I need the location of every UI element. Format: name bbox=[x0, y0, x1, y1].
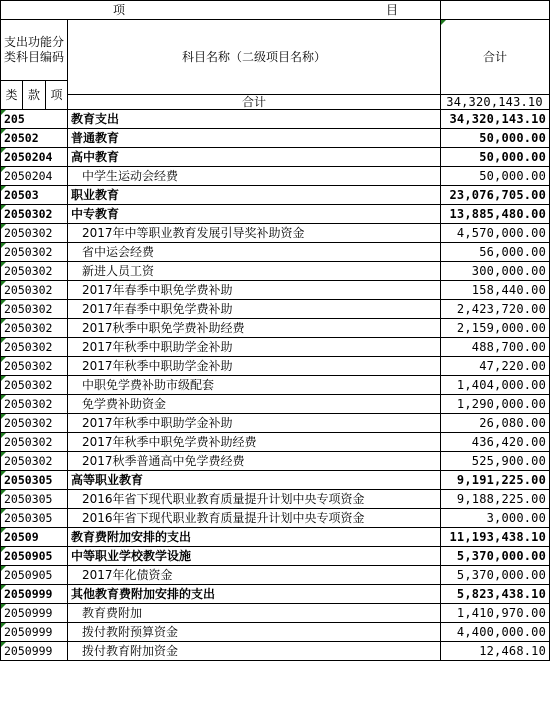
row-code: 2050302 bbox=[1, 357, 68, 376]
row-value: 47,220.00 bbox=[441, 357, 550, 376]
row-name: 拨付教育附加资金 bbox=[68, 642, 441, 661]
row-code: 2050999 bbox=[1, 585, 68, 604]
row-name: 2017年秋季中职助学金补助 bbox=[68, 414, 441, 433]
row-name: 2017年中等职业教育发展引导奖补助资金 bbox=[68, 224, 441, 243]
row-value: 56,000.00 bbox=[441, 243, 550, 262]
row-value: 50,000.00 bbox=[441, 167, 550, 186]
row-value: 9,188,225.00 bbox=[441, 490, 550, 509]
row-name: 中职免学费补助市级配套 bbox=[68, 376, 441, 395]
table-row bbox=[1, 395, 550, 414]
row-name: 中等职业学校教学设施 bbox=[68, 547, 441, 566]
table-row bbox=[1, 452, 550, 471]
row-name: 2017年秋季中职助学金补助 bbox=[68, 338, 441, 357]
row-name: 2017年春季中职免学费补助 bbox=[68, 300, 441, 319]
subject-name-label: 科目名称（二级项目名称） bbox=[182, 50, 327, 64]
kuan-header bbox=[23, 81, 46, 110]
row-value: 50,000.00 bbox=[441, 148, 550, 167]
table-row bbox=[1, 471, 550, 490]
table-row bbox=[1, 262, 550, 281]
table-row bbox=[1, 167, 550, 186]
lei-header bbox=[1, 81, 23, 110]
row-value: 9,191,225.00 bbox=[441, 471, 550, 490]
kuan-label: 款 bbox=[27, 88, 40, 102]
row-value: 50,000.00 bbox=[441, 129, 550, 148]
row-name: 其他教育费附加安排的支出 bbox=[68, 585, 441, 604]
table-row bbox=[1, 224, 550, 243]
xiang-label: 项 bbox=[50, 88, 63, 102]
row-value: 488,700.00 bbox=[441, 338, 550, 357]
row-name: 2017年秋季中职助学金补助 bbox=[68, 357, 441, 376]
header-row-main bbox=[1, 20, 550, 81]
row-code: 2050302 bbox=[1, 224, 68, 243]
row-name: 教育费附加安排的支出 bbox=[68, 528, 441, 547]
row-name: 2017秋季中职免学费补助经费 bbox=[68, 319, 441, 338]
row-name: 免学费补助资金 bbox=[68, 395, 441, 414]
row-name: 职业教育 bbox=[68, 186, 441, 205]
row-value: 5,370,000.00 bbox=[441, 547, 550, 566]
row-name: 中学生运动会经费 bbox=[68, 167, 441, 186]
row-code: 20502 bbox=[1, 129, 68, 148]
row-name: 中专教育 bbox=[68, 205, 441, 224]
table-row bbox=[1, 338, 550, 357]
row-value: 4,400,000.00 bbox=[441, 623, 550, 642]
row-code: 2050905 bbox=[1, 547, 68, 566]
total-header bbox=[441, 20, 550, 95]
row-code: 205 bbox=[1, 110, 68, 129]
row-code: 2050999 bbox=[1, 623, 68, 642]
row-code: 2050302 bbox=[1, 262, 68, 281]
row-value: 5,370,000.00 bbox=[441, 566, 550, 585]
row-code: 2050305 bbox=[1, 509, 68, 528]
row-code: 20503 bbox=[1, 186, 68, 205]
table-row bbox=[1, 414, 550, 433]
func-code-header bbox=[1, 20, 68, 81]
row-name: 教育费附加 bbox=[68, 604, 441, 623]
table-row bbox=[1, 509, 550, 528]
row-value: 1,290,000.00 bbox=[441, 395, 550, 414]
table-row bbox=[1, 281, 550, 300]
summary-value: 34,320,143.10 bbox=[446, 95, 543, 109]
row-code: 2050204 bbox=[1, 167, 68, 186]
row-name: 拨付教附预算资金 bbox=[68, 623, 441, 642]
table-row bbox=[1, 376, 550, 395]
row-value: 1,404,000.00 bbox=[441, 376, 550, 395]
table-row bbox=[1, 566, 550, 585]
summary-row bbox=[1, 95, 550, 110]
header-row-top bbox=[1, 1, 550, 20]
table-row bbox=[1, 547, 550, 566]
row-value: 3,000.00 bbox=[441, 509, 550, 528]
row-name: 高等职业教育 bbox=[68, 471, 441, 490]
row-value: 2,423,720.00 bbox=[441, 300, 550, 319]
table-row bbox=[1, 357, 550, 376]
row-value: 1,410,970.00 bbox=[441, 604, 550, 623]
xiang-header bbox=[46, 81, 68, 110]
table-row bbox=[1, 319, 550, 338]
row-value: 23,076,705.00 bbox=[441, 186, 550, 205]
row-name: 省中运会经费 bbox=[68, 243, 441, 262]
subject-name-header bbox=[68, 20, 441, 95]
table-row bbox=[1, 623, 550, 642]
row-name: 2017年春季中职免学费补助 bbox=[68, 281, 441, 300]
row-value: 525,900.00 bbox=[441, 452, 550, 471]
table-row bbox=[1, 300, 550, 319]
row-code: 2050305 bbox=[1, 471, 68, 490]
row-code: 2050302 bbox=[1, 319, 68, 338]
row-name: 新进人员工资 bbox=[68, 262, 441, 281]
summary-label: 合计 bbox=[242, 95, 267, 109]
row-name: 教育支出 bbox=[68, 110, 441, 129]
row-name: 2016年省下现代职业教育质量提升计划中央专项资金 bbox=[68, 490, 441, 509]
row-code: 20509 bbox=[1, 528, 68, 547]
table-row bbox=[1, 604, 550, 623]
blank-header-cell bbox=[441, 1, 550, 20]
row-name: 2017年秋季中职免学费补助经费 bbox=[68, 433, 441, 452]
row-code: 2050999 bbox=[1, 604, 68, 623]
row-name: 2017秋季普通高中免学费经费 bbox=[68, 452, 441, 471]
table-row bbox=[1, 110, 550, 129]
row-code: 2050305 bbox=[1, 490, 68, 509]
row-value: 34,320,143.10 bbox=[441, 110, 550, 129]
row-code: 2050302 bbox=[1, 452, 68, 471]
row-code: 2050204 bbox=[1, 148, 68, 167]
row-code: 2050302 bbox=[1, 281, 68, 300]
summary-value-cell bbox=[441, 95, 550, 110]
row-value: 5,823,438.10 bbox=[441, 585, 550, 604]
func-code-label: 支出功能分类科目编码 bbox=[4, 35, 65, 64]
item-header-label: 项 bbox=[113, 3, 126, 17]
table-row bbox=[1, 243, 550, 262]
row-code: 2050999 bbox=[1, 642, 68, 661]
table-row bbox=[1, 148, 550, 167]
table-row bbox=[1, 528, 550, 547]
row-code: 2050302 bbox=[1, 243, 68, 262]
row-code: 2050905 bbox=[1, 566, 68, 585]
row-value: 11,193,438.10 bbox=[441, 528, 550, 547]
table-row bbox=[1, 585, 550, 604]
row-value: 2,159,000.00 bbox=[441, 319, 550, 338]
item-header-label-2: 目 bbox=[386, 3, 399, 17]
lei-label: 类 bbox=[5, 88, 18, 102]
row-code: 2050302 bbox=[1, 300, 68, 319]
row-code: 2050302 bbox=[1, 395, 68, 414]
row-name: 高中教育 bbox=[68, 148, 441, 167]
row-value: 26,080.00 bbox=[441, 414, 550, 433]
row-code: 2050302 bbox=[1, 433, 68, 452]
row-value: 158,440.00 bbox=[441, 281, 550, 300]
table-row bbox=[1, 433, 550, 452]
total-header-label: 合计 bbox=[483, 50, 508, 64]
row-name: 2016年省下现代职业教育质量提升计划中央专项资金 bbox=[68, 509, 441, 528]
row-value: 13,885,480.00 bbox=[441, 205, 550, 224]
table-row bbox=[1, 186, 550, 205]
row-code: 2050302 bbox=[1, 414, 68, 433]
row-code: 2050302 bbox=[1, 376, 68, 395]
row-name: 2017年化债资金 bbox=[68, 566, 441, 585]
row-name: 普通教育 bbox=[68, 129, 441, 148]
row-value: 12,468.10 bbox=[441, 642, 550, 661]
row-value: 436,420.00 bbox=[441, 433, 550, 452]
row-value: 4,570,000.00 bbox=[441, 224, 550, 243]
summary-label-cell bbox=[68, 95, 441, 110]
table-row bbox=[1, 205, 550, 224]
table-row bbox=[1, 490, 550, 509]
row-code: 2050302 bbox=[1, 205, 68, 224]
row-value: 300,000.00 bbox=[441, 262, 550, 281]
table-row bbox=[1, 129, 550, 148]
item-header-cell bbox=[1, 1, 441, 20]
table-row bbox=[1, 642, 550, 661]
row-code: 2050302 bbox=[1, 338, 68, 357]
